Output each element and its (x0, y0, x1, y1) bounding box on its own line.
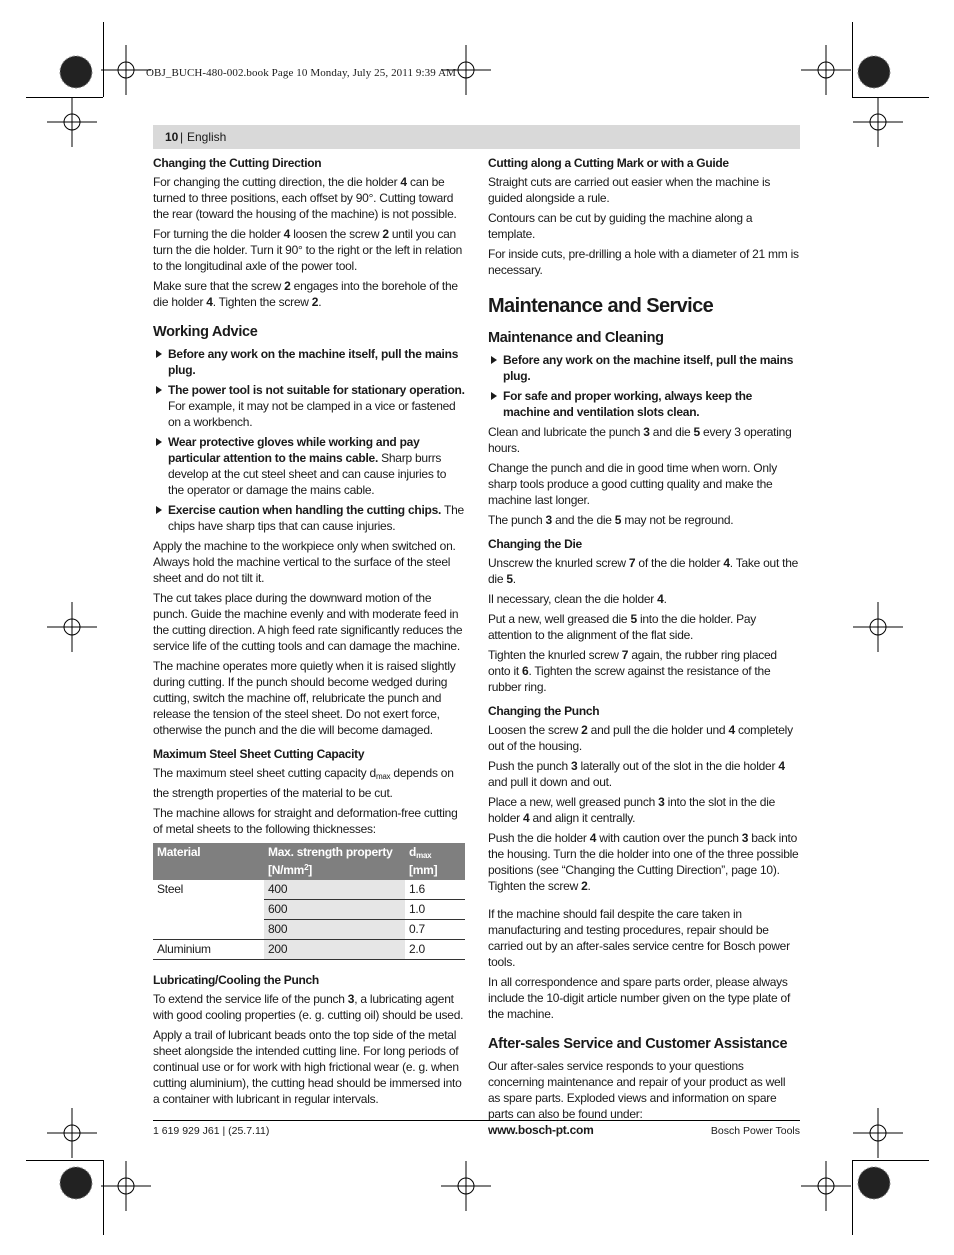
table-header-row (153, 843, 465, 880)
paragraph: Make sure that the screw 2 engages into the borehole of the die holder 4. Tighten the screw 2. (153, 279, 458, 309)
capacity-table (153, 843, 465, 960)
bullet-item: Before any work on the machine itself, pull the mains plug. (153, 346, 465, 378)
column-header: Max. strength property $[N/mm^2]$ (264, 843, 405, 880)
paragraph: Il necessary, clean the die holder 4. (488, 592, 667, 606)
crosshair-icon (47, 602, 97, 652)
column-header: $d_{max}$ [mm] (405, 843, 465, 880)
paragraph: The maximum steel sheet cutting capacity $d_{max}$ depends on the strength properties of the material to be cut. (153, 766, 454, 800)
paragraph: The cut takes place during the downward motion of the punch. Guide the machine evenly and with moderate feed in the cutting direction. A high feed rate significantly reduces the service life of the cutting tools and can damage the machine. (153, 591, 463, 653)
paragraph: Loosen the screw 2 and pull the die holder und 4 completely out of the housing. (488, 723, 793, 753)
crosshair-icon (101, 1161, 151, 1211)
website-link[interactable]: www.bosch-pt.com (488, 1123, 594, 1137)
section-heading: Lubricating/Cooling the Punch (153, 973, 319, 987)
crosshair-icon (853, 1108, 903, 1158)
color-wheel-icon (858, 56, 890, 88)
crosshair-icon (801, 1161, 851, 1211)
footer-code: 1 619 929 J61 | (25.7.11) (153, 1125, 270, 1137)
file-slug: OBJ_BUCH-480-002.book Page 10 Monday, July 25, 2011 9:39 AM (146, 67, 457, 79)
bullet-item: The power tool is not suitable for stationary operation. For example, it may not be clamped in a vice or fastened on a workbench. (153, 382, 465, 430)
crosshair-icon (801, 45, 851, 95)
crosshair-icon (101, 45, 151, 95)
paragraph: Put a new, well greased die 5 into the die holder. Pay attention to the alignment of the flat side. (488, 612, 757, 642)
paragraph: Clean and lubricate the punch 3 and die 5 every 3 operating hours. (488, 425, 792, 455)
crosshair-icon (441, 1161, 491, 1211)
page-footer (153, 1120, 800, 1137)
section-heading: Changing the Die (488, 537, 582, 551)
section-heading: Cutting along a Cutting Mark or with a Guide (488, 156, 729, 170)
paragraph: Unscrew the knurled screw 7 of the die holder 4. Take out the die 5. (488, 556, 799, 586)
paragraph: Contours can be cut by guiding the machine along a template. (488, 211, 753, 241)
section-heading: Working Advice (153, 324, 258, 340)
paragraph: Push the punch 3 laterally out of the slot in the die holder 4 and pull it down and out. (488, 759, 785, 789)
crosshair-icon (853, 602, 903, 652)
table-row: Steel 400 1.6 (153, 880, 465, 900)
section-heading: Maximum Steel Sheet Cutting Capacity (153, 747, 365, 761)
paragraph: Apply the machine to the workpiece only when switched on. Always hold the machine vertical to the surface of the steel sheet and do not tilt it. (153, 539, 456, 585)
table-row: 800 0.7 (153, 920, 465, 940)
paragraph: The machine allows for straight and deformation-free cutting of metal sheets to the following thicknesses: (153, 806, 458, 836)
page-number: 10 (165, 130, 179, 144)
paragraph: The punch 3 and the die 5 may not be reground. (488, 513, 734, 527)
crosshair-icon (47, 1108, 97, 1158)
bullet-item: For safe and proper working, always keep the machine and ventilation slots clean. (488, 388, 800, 420)
left-column (153, 155, 465, 1111)
paragraph: Our after-sales service responds to your questions concerning maintenance and repair of your product as well as spare parts. Exploded views and information on spare parts can also be found under: (488, 1059, 786, 1121)
paragraph: Tighten the knurled screw 7 again, the rubber ring placed onto it 6. Tighten the screw against the resistance of the rubber ring. (488, 648, 777, 694)
section-heading: After-sales Service and Customer Assistance (488, 1036, 788, 1052)
paragraph: To extend the service life of the punch 3, a lubricating agent with good cooling properties (e. g. cutting oil) should be used. (153, 992, 464, 1022)
paragraph: Apply a trail of lubricant beads onto the top side of the metal sheet alongside the intended cutting line. For long periods of continual use or for work with high frictional wear (e. g. when cutting aluminium), the cutting head should be immersed into a container with lubricant in regular intervals. (153, 1028, 462, 1106)
crosshair-icon (47, 97, 97, 147)
chapter-heading: Maintenance and Service (488, 295, 714, 317)
paragraph: Place a new, well greased punch 3 into the slot in the die holder 4 and align it centrally. (488, 795, 776, 825)
table-row: 600 1.0 (153, 900, 465, 920)
paragraph: For changing the cutting direction, the die holder 4 can be turned to three positions, each offset by 90°. Cutting toward the rear (toward the housing of the machine) is not possible. (153, 175, 457, 221)
paragraph: For turning the die holder 4 loosen the screw 2 until you can turn the die holder. Turn it 90° to the right or the left in relation to the longitudinal axle of the power tool. (153, 227, 463, 273)
paragraph: Push the die holder 4 with caution over the punch 3 back into the housing. Turn the die holder into one of the three possible positions (see “Changing the Cutting Direction”, page 10). Tighten the screw 2. (488, 831, 799, 893)
paragraph: In all correspondence and spare parts order, please always include the 10-digit article number given on the type plate of the machine. (488, 975, 791, 1021)
paragraph: If the machine should fail despite the care taken in manufacturing and testing procedures, repair should be carried out by an after-sales service centre for Bosch power tools. (488, 907, 790, 969)
section-heading: Changing the Cutting Direction (153, 156, 322, 170)
bullet-item: Wear protective gloves while working and pay particular attention to the mains cable. Sharp burrs develop at the cut steel sheet and can cause injuries to the operator or damage the mains cable. (153, 434, 465, 498)
bullet-item: Exercise caution when handling the cutting chips. The chips have sharp tips that can cause injuries. (153, 502, 465, 534)
paragraph: Straight cuts are carried out easier when the machine is guided alongside a rule. (488, 175, 771, 205)
section-heading: Maintenance and Cleaning (488, 330, 664, 346)
header-language: English (187, 130, 227, 144)
color-wheel-icon (858, 1167, 890, 1199)
paragraph: The machine operates more quietly when it is raised slightly during cutting. If the punch should become wedged during cutting, switch the machine off, relubricate the punch and release the tension of the steel sheet. Do not exert force, otherwise the punch and the die will become damaged. (153, 659, 456, 737)
paragraph: For inside cuts, pre-drilling a hole with a diameter of 21 mm is necessary. (488, 247, 799, 277)
right-column (488, 155, 800, 1138)
footer-brand: Bosch Power Tools (710, 1125, 800, 1137)
paragraph: Change the punch and die in good time when worn. Only sharp tools produce a good cutting quality and make the machine last longer. (488, 461, 777, 507)
bullet-item: Before any work on the machine itself, pull the mains plug. (488, 352, 800, 384)
page-header (153, 125, 800, 149)
header-separator: | (180, 130, 184, 144)
color-wheel-icon (60, 56, 92, 88)
crosshair-icon (853, 97, 903, 147)
section-heading: Changing the Punch (488, 704, 600, 718)
color-wheel-icon (60, 1167, 92, 1199)
table-row: Aluminium 200 2.0 (153, 940, 465, 960)
column-header: Material (153, 843, 264, 880)
